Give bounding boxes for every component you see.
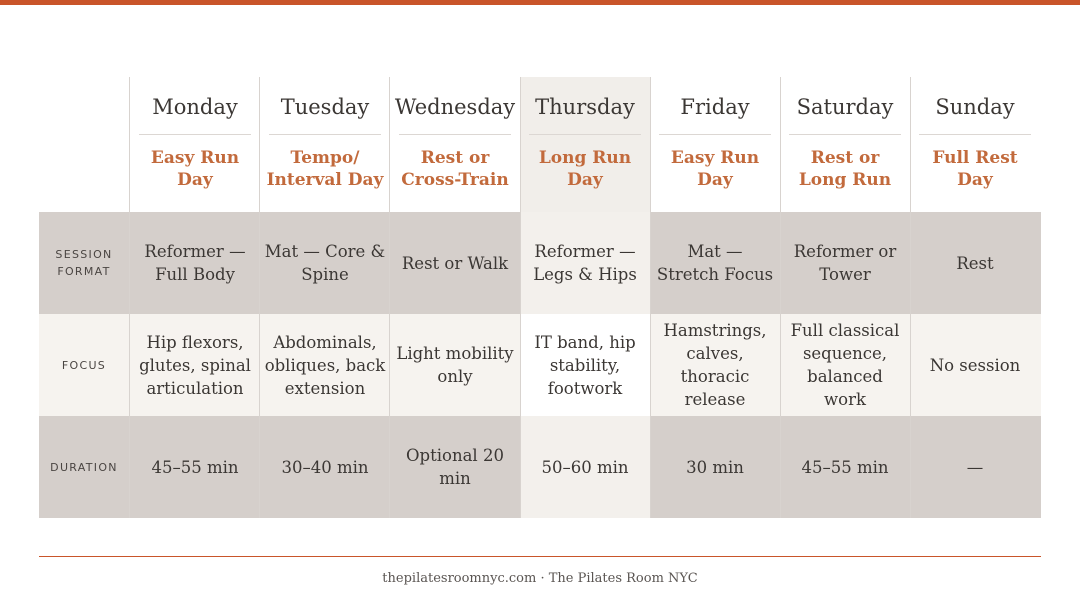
duration-cell: 30 min: [686, 457, 744, 477]
day-rule: [659, 134, 771, 135]
day-name: Sunday: [935, 95, 1015, 119]
duration-cell: —: [966, 457, 984, 477]
day-rule: [399, 134, 511, 135]
footer-credit: thepilatesroomnyc.com · The Pilates Room NYC: [382, 571, 698, 586]
focus-cell: No session: [929, 355, 1021, 375]
day-column-sunday: [910, 77, 1040, 518]
day-theme: Tempo/ Interval Day: [266, 148, 384, 190]
day-column-wednesday: [390, 77, 520, 518]
day-theme: Easy Run Day: [150, 148, 240, 190]
session-format-cell: Reformer — Full Body: [144, 242, 246, 284]
row-label-focus: FOCUS: [61, 358, 107, 372]
duration-cell: Optional 20 min: [406, 446, 504, 488]
row-label-session-format: SESSION FORMAT: [55, 248, 113, 278]
session-format-cell: Rest or Walk: [401, 253, 509, 273]
day-rule: [529, 134, 641, 135]
day-column-thursday: [520, 77, 650, 518]
duration-cell: 50–60 min: [541, 457, 629, 477]
top-accent-bar: [0, 0, 1080, 5]
day-column-friday: [650, 77, 780, 518]
day-column-saturday: [780, 77, 910, 518]
session-format-cell: Mat — Core & Spine: [264, 242, 386, 284]
day-name: Wednesday: [394, 95, 516, 119]
weekly-schedule-table: [39, 77, 1041, 518]
day-rule: [269, 134, 381, 135]
day-theme: Rest or Long Run: [798, 148, 892, 190]
day-rule: [919, 134, 1031, 135]
focus-cell: Hip flexors, glutes, spinal articulation: [139, 332, 251, 398]
focus-cell: Light mobility only: [396, 344, 514, 386]
focus-cell: Hamstrings, calves, thoracic release: [663, 321, 767, 409]
day-column-tuesday: [260, 77, 390, 518]
day-column-monday: [130, 77, 260, 518]
day-name: Friday: [680, 95, 750, 119]
day-theme: Rest or Cross-Train: [401, 148, 509, 190]
day-name: Thursday: [535, 95, 635, 119]
day-name: Saturday: [796, 95, 894, 119]
day-rule: [789, 134, 901, 135]
footer-rule: [39, 556, 1041, 557]
duration-cell: 45–55 min: [151, 457, 239, 477]
focus-cell: Abdominals, obliques, back extension: [264, 332, 386, 398]
session-format-cell: Rest: [956, 253, 994, 273]
focus-cell: IT band, hip stability, footwork: [534, 332, 636, 398]
day-theme: Easy Run Day: [670, 148, 760, 190]
day-theme: Long Run Day: [538, 148, 632, 190]
day-name: Monday: [152, 95, 238, 119]
focus-cell: Full classical sequence, balanced work: [790, 321, 900, 409]
session-format-cell: Reformer or Tower: [793, 242, 897, 284]
row-label-duration: DURATION: [50, 460, 118, 474]
duration-cell: 45–55 min: [801, 457, 889, 477]
duration-cell: 30–40 min: [281, 457, 369, 477]
session-format-cell: Reformer — Legs & Hips: [533, 242, 637, 284]
day-rule: [139, 134, 251, 135]
session-format-cell: Mat — Stretch Focus: [656, 242, 774, 284]
day-theme: Full Rest Day: [932, 148, 1018, 190]
day-name: Tuesday: [280, 95, 370, 119]
